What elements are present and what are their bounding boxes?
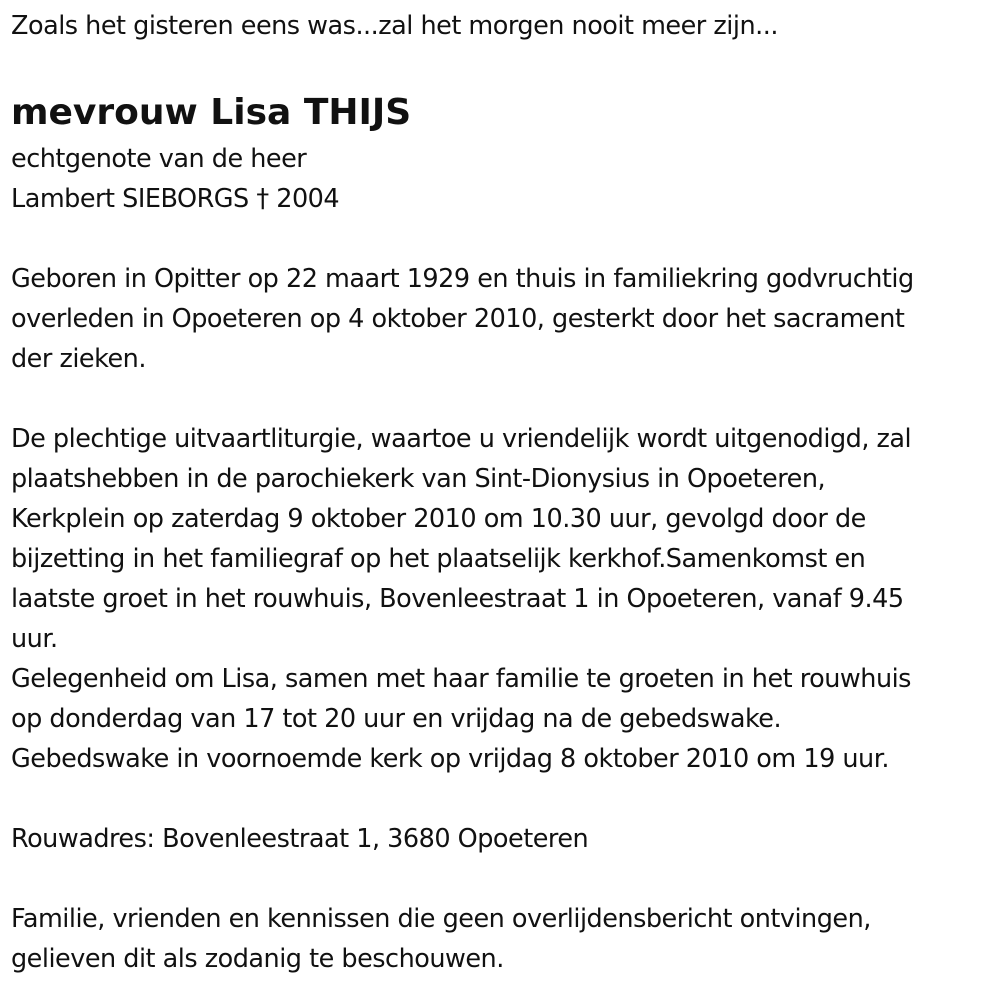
funeral-line: Kerkplein op zaterdag 9 oktober 2010 om 10.30 uur, gevolgd door de [11, 504, 866, 534]
cross-icon: † [256, 184, 269, 214]
birth-death-line: overleden in Opoeteren op 4 oktober 2010, gesterkt door het sacrament [11, 304, 905, 334]
spacer [11, 859, 996, 899]
opening-quote: Zoals het gisteren eens was...zal het morgen nooit meer zijn... [11, 11, 778, 41]
funeral-line: bijzetting in het familiegraf op het plaatselijk kerkhof.Samenkomst en [11, 544, 866, 574]
funeral-line: De plechtige uitvaartliturgie, waartoe u vriendelijk wordt uitgenodigd, zal [11, 424, 912, 454]
spouse-name: Lambert SIEBORGS [11, 184, 249, 214]
spouse-death-year: 2004 [276, 184, 340, 214]
wake-line: Gebedswake in voornoemde kerk op vrijdag 8 oktober 2010 om 19 uur. [11, 744, 889, 774]
death-notice [11, 6, 996, 979]
spacer [11, 219, 996, 259]
birth-death-line: der zieken. [11, 344, 146, 374]
spacer [11, 379, 996, 419]
visitation-line: Gelegenheid om Lisa, samen met haar familie te groeten in het rouwhuis [11, 664, 911, 694]
visitation-line: op donderdag van 17 tot 20 uur en vrijdag na de gebedswake. [11, 704, 782, 734]
closing-line: Familie, vrienden en kennissen die geen overlijdensbericht ontvingen, [11, 904, 871, 934]
spouse-line [11, 179, 996, 219]
relation-text: echtgenote van de heer [11, 144, 307, 174]
spacer [11, 46, 996, 86]
spacer [11, 779, 996, 819]
mourning-address: Rouwadres: Bovenleestraat 1, 3680 Opoeteren [11, 824, 589, 854]
birth-death-line: Geboren in Opitter op 22 maart 1929 en thuis in familiekring godvruchtig [11, 264, 914, 294]
funeral-line: plaatshebben in de parochiekerk van Sint-Dionysius in Opoeteren, [11, 464, 826, 494]
funeral-line: uur. [11, 624, 58, 654]
deceased-name: mevrouw Lisa THIJS [11, 92, 412, 133]
closing-line: gelieven dit als zodanig te beschouwen. [11, 944, 504, 974]
funeral-line: laatste groet in het rouwhuis, Bovenleestraat 1 in Opoeteren, vanaf 9.45 [11, 584, 904, 614]
